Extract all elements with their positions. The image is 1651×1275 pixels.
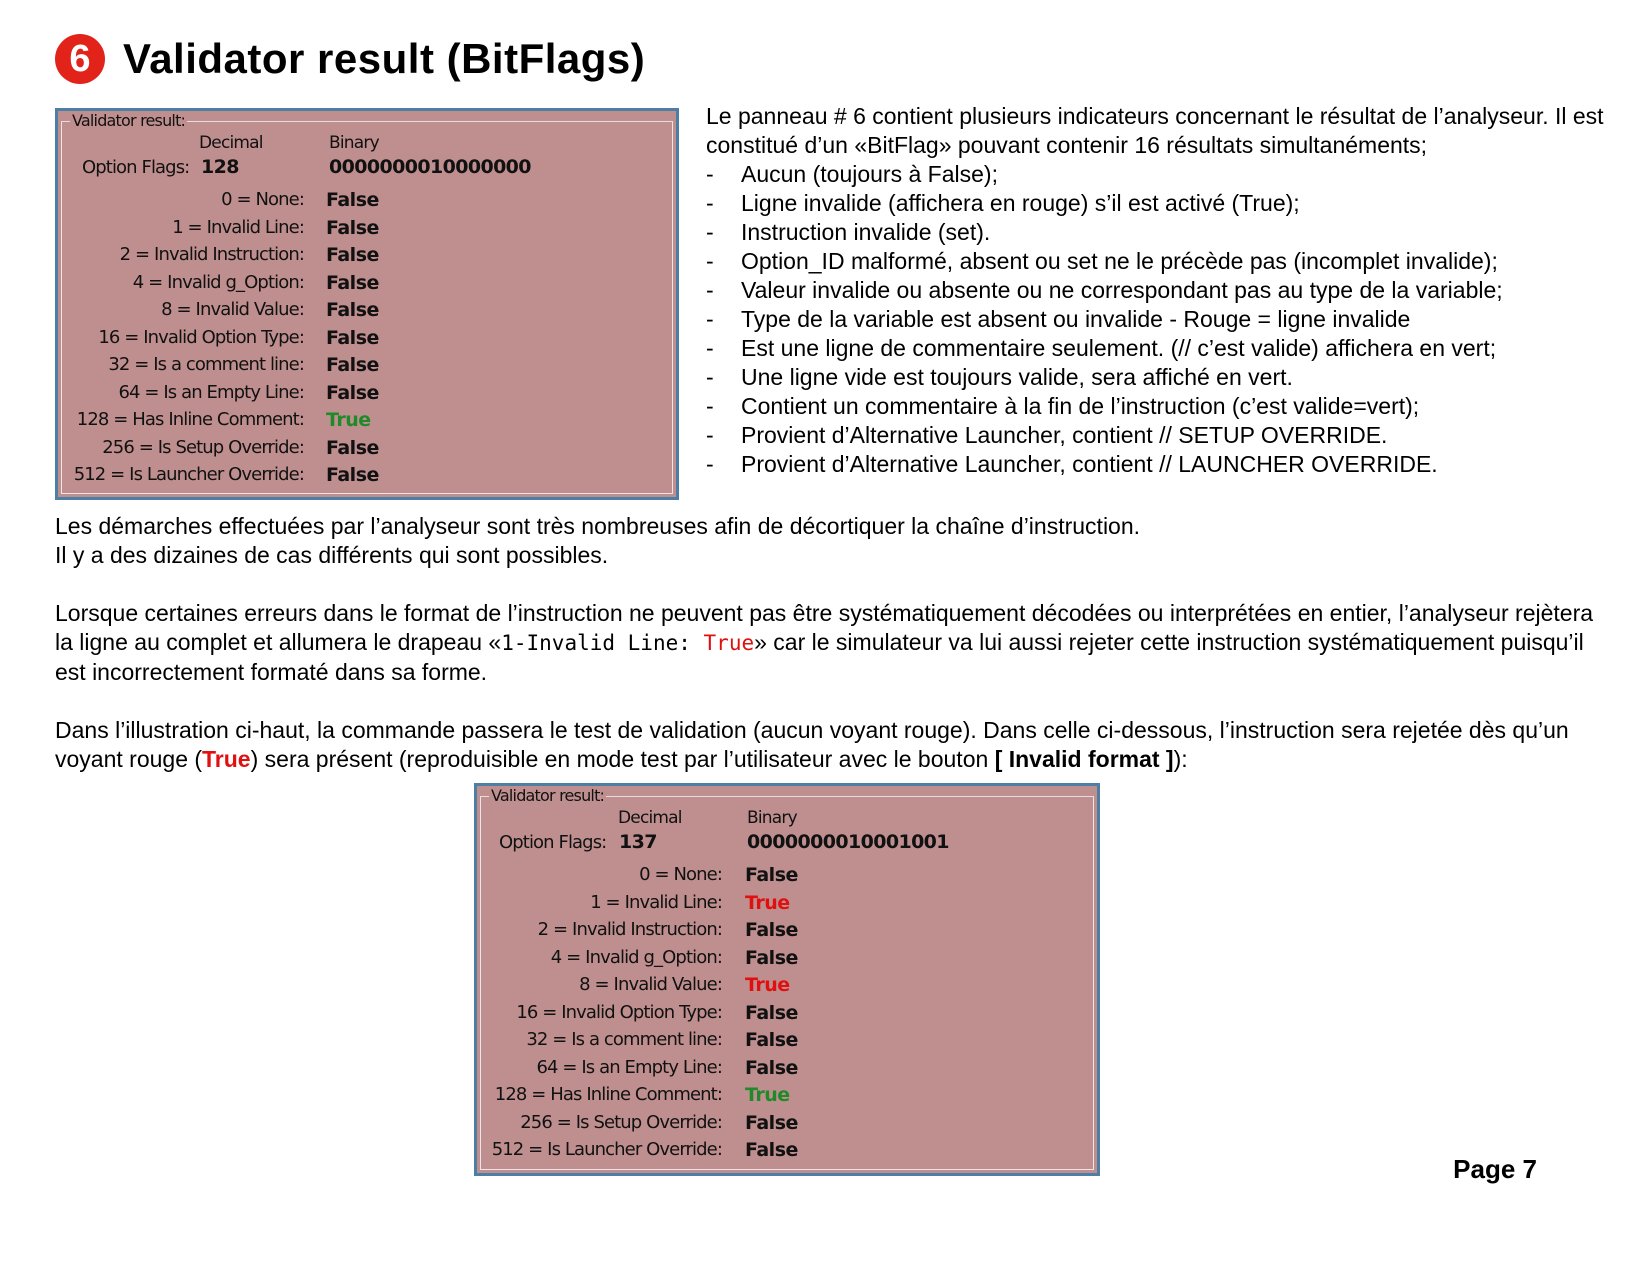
flag-row — [58, 216, 379, 245]
true-highlight: True — [202, 746, 251, 772]
flag-row — [58, 464, 379, 492]
flag-value: False — [745, 1001, 798, 1024]
flag-row — [58, 271, 379, 300]
inline-code-flag: 1-Invalid Line: — [501, 631, 704, 655]
flag-value: True — [745, 891, 790, 914]
paragraph-3-text-a: Dans l’illustration ci-haut, la commande passera le test de validation (aucun voyant rouge). Dans celle ci-dessous, l’instruction sera rejetée dès qu’un voyant rouge ( — [55, 717, 1569, 772]
flag-label: 512 = Is Launcher Override: — [73, 464, 304, 485]
bullet-item: - Une ligne vide est toujours valide, sera affiché en vert. — [706, 364, 1293, 390]
flag-value: False — [745, 864, 798, 886]
inline-code-true: True — [703, 631, 755, 655]
decimal-value: 128 — [201, 156, 239, 178]
flag-label: 128 = Has Inline Comment: — [76, 409, 304, 430]
bullet-text: Contient un commentaire à la fin de l’instruction (c’est valide=vert); — [741, 393, 1420, 419]
flag-row — [477, 1001, 798, 1030]
binary-header: Binary — [747, 808, 797, 828]
flag-row — [477, 891, 790, 920]
flag-label: 8 = Invalid Value: — [579, 974, 722, 995]
paragraph-2-text-b: » car le simulateur va lui aussi rejeter cette instruction systématiquement puisqu’il est incorrectement formaté dans sa forme. — [55, 629, 1584, 685]
bullet-item: - Option_ID malformé, absent ou set ne le précède pas (incomplet invalide); — [706, 248, 1498, 274]
flag-value: False — [326, 189, 379, 211]
flag-value: True — [326, 409, 371, 431]
flag-row — [58, 189, 379, 217]
flag-value: False — [326, 271, 379, 294]
flag-value: False — [745, 1056, 798, 1079]
flag-row — [58, 409, 371, 437]
flag-value: True — [745, 974, 790, 996]
flag-label: 64 = Is an Empty Line: — [118, 381, 304, 403]
flag-label: 8 = Invalid Value: — [161, 299, 304, 320]
binary-header: Binary — [329, 133, 379, 153]
flag-label: 16 = Invalid Option Type: — [98, 326, 304, 348]
bullet-text: Une ligne vide est toujours valide, sera affiché en vert. — [741, 364, 1293, 390]
paragraph-1-line-1: Les démarches effectuées par l’analyseur sont très nombreuses afin de décortiquer la chaîne d’instruction. — [55, 513, 1141, 539]
bullet-item: - Provient d’Alternative Launcher, contient // SETUP OVERRIDE. — [706, 422, 1388, 448]
flag-value: True — [745, 1084, 790, 1106]
page-number: Page 7 — [1453, 1154, 1537, 1184]
bullet-item: - Valeur invalide ou absente ou ne correspondant pas au type de la variable; — [706, 277, 1503, 303]
flag-row — [477, 946, 798, 975]
validator-panel-bottom — [474, 783, 1100, 1176]
flag-value: False — [326, 381, 379, 404]
flag-row — [477, 974, 790, 1002]
bullet-item: - Provient d’Alternative Launcher, contient // LAUNCHER OVERRIDE. — [706, 451, 1438, 477]
flag-label: 32 = Is a comment line: — [526, 1029, 722, 1050]
option-flags-label: Option Flags: — [499, 832, 607, 853]
binary-value: 0000000010001001 — [747, 831, 949, 853]
flag-label: 2 = Invalid Instruction: — [119, 244, 304, 265]
flag-label: 1 = Invalid Line: — [172, 216, 304, 238]
page-title: Validator result (BitFlags) — [123, 35, 646, 82]
flag-row — [477, 1056, 798, 1085]
flag-value: False — [745, 1029, 798, 1051]
bullet-text: Est une ligne de commentaire seulement. (// c’est valide) affichera en vert; — [741, 335, 1497, 361]
flag-value: False — [326, 326, 379, 349]
flag-value: False — [745, 1139, 798, 1161]
bullet-text: Instruction invalide (set). — [741, 219, 991, 245]
option-flags-label: Option Flags: — [82, 157, 190, 178]
bullet-item: - Ligne invalide (affichera en rouge) s’il est activé (True); — [706, 190, 1300, 216]
flag-label: 256 = Is Setup Override: — [102, 436, 304, 458]
flag-row — [477, 864, 798, 892]
paragraph-2-text-a: Lorsque certaines erreurs dans le format de l’instruction ne peuvent pas être systématiquement décodées ou interprétées en entier, l’analyseur rejètera la ligne au complet et allumera le drapeau « — [55, 600, 1594, 655]
flag-label: 1 = Invalid Line: — [590, 891, 722, 913]
paragraph-1-line-2: Il y a des dizaines de cas différents qui sont possibles. — [55, 542, 609, 568]
flag-label: 2 = Invalid Instruction: — [537, 919, 722, 940]
flag-value: False — [326, 464, 379, 486]
flag-value: False — [326, 436, 379, 459]
flag-value: False — [326, 244, 379, 266]
flag-row — [58, 436, 379, 465]
flag-value: False — [326, 299, 379, 321]
flag-row — [58, 354, 379, 382]
decimal-header: Decimal — [618, 808, 682, 828]
flag-value: False — [745, 946, 798, 969]
bullet-item: - Type de la variable est absent ou invalide - Rouge = ligne invalide — [706, 306, 1411, 332]
bullet-item: - Est une ligne de commentaire seulement. (// c’est valide) affichera en vert; — [706, 335, 1497, 361]
bullet-text: Aucun (toujours à False); — [741, 161, 998, 187]
bullet-text: Type de la variable est absent ou invalide - Rouge = ligne invalide — [741, 306, 1411, 332]
flag-row — [58, 326, 379, 355]
flag-label: 32 = Is a comment line: — [108, 354, 304, 375]
paragraph-3-text-b: ) sera présent (reproduisible en mode test par l’utilisateur avec le bouton — [250, 746, 995, 772]
flag-row — [58, 244, 379, 272]
bullet-text: Provient d’Alternative Launcher, contient // SETUP OVERRIDE. — [741, 422, 1388, 448]
paragraph-3-text-c: ): — [1173, 746, 1188, 772]
invalid-format-button-ref: [ Invalid format ] — [994, 746, 1174, 772]
flag-label: 4 = Invalid g_Option: — [132, 271, 304, 293]
flag-value: False — [745, 919, 798, 941]
flag-row — [477, 919, 798, 947]
decimal-header: Decimal — [199, 133, 263, 153]
flag-row — [477, 1139, 798, 1167]
section-header — [55, 34, 645, 84]
flag-label: 0 = None: — [639, 864, 722, 885]
binary-value: 0000000010000000 — [329, 156, 531, 178]
flag-label: 64 = Is an Empty Line: — [536, 1056, 722, 1078]
flag-label: 128 = Has Inline Comment: — [494, 1084, 722, 1105]
flag-row — [477, 1111, 798, 1140]
paragraph-3 — [55, 716, 1615, 774]
flag-label: 512 = Is Launcher Override: — [491, 1139, 722, 1160]
bullet-item: - Aucun (toujours à False); — [706, 161, 998, 187]
flag-label: 256 = Is Setup Override: — [520, 1111, 722, 1133]
flag-row — [477, 1084, 790, 1112]
bullet-item: - Instruction invalide (set). — [706, 219, 991, 245]
body-text — [55, 512, 1615, 774]
intro-paragraph: Le panneau # 6 contient plusieurs indicateurs concernant le résultat de l’analyseur. Il est constitué d’un «BitFlag» pouvant contenir 16 résultats simultanéments; — [706, 103, 1604, 158]
bullet-text: Ligne invalide (affichera en rouge) s’il est activé (True); — [741, 190, 1300, 216]
bullet-item: - Contient un commentaire à la fin de l’instruction (c’est valide=vert); — [706, 393, 1420, 419]
flag-value: False — [326, 354, 379, 376]
paragraph-2 — [55, 599, 1615, 687]
flag-label: 16 = Invalid Option Type: — [516, 1001, 722, 1023]
flag-row — [477, 1029, 798, 1057]
bullet-text: Option_ID malformé, absent ou set ne le précède pas (incomplet invalide); — [741, 248, 1498, 274]
flag-row — [58, 381, 379, 410]
flag-value: False — [745, 1111, 798, 1134]
bullet-text: Valeur invalide ou absente ou ne correspondant pas au type de la variable; — [741, 277, 1503, 303]
flag-label: 0 = None: — [221, 189, 304, 210]
panel-description — [706, 102, 1641, 479]
validator-panel-top — [55, 108, 679, 500]
flag-value: False — [326, 216, 379, 239]
section-number-badge: 6 — [55, 34, 105, 84]
flag-description-list — [706, 160, 1641, 479]
decimal-value: 137 — [619, 831, 657, 853]
flag-row — [58, 299, 379, 327]
flag-label: 4 = Invalid g_Option: — [550, 946, 722, 968]
groupbox-legend: Validator result: — [491, 786, 605, 805]
groupbox-legend: Validator result: — [72, 111, 186, 130]
bullet-text: Provient d’Alternative Launcher, contient // LAUNCHER OVERRIDE. — [741, 451, 1438, 477]
